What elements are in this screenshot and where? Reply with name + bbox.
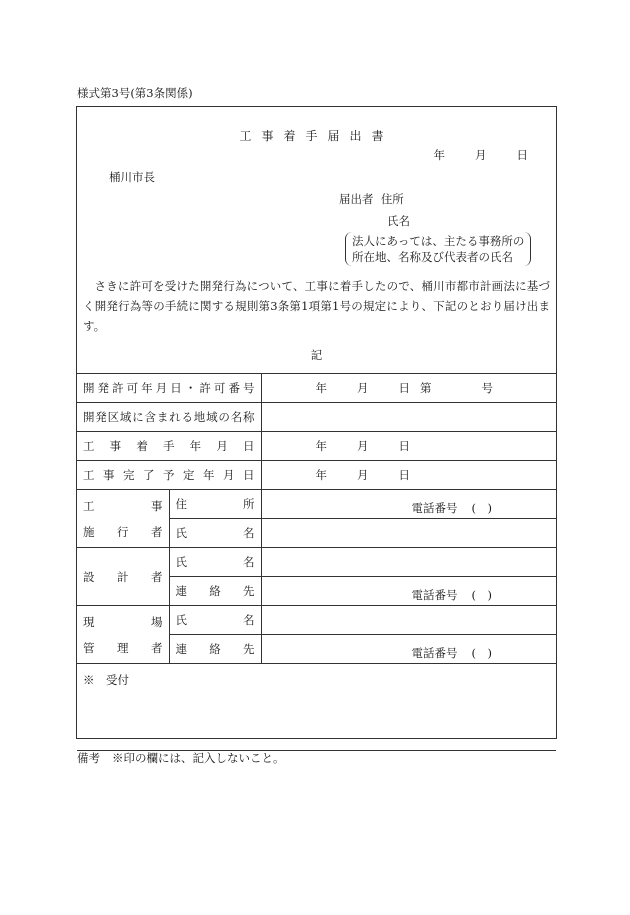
notifier-name[interactable]: 氏名 <box>387 214 410 228</box>
completion-date-value[interactable]: 年 月 日 <box>261 461 556 490</box>
table-row <box>77 403 556 432</box>
table-row <box>77 606 556 635</box>
constructor-address-label: 住所 <box>169 490 261 519</box>
ki-heading: 記 <box>310 348 323 362</box>
designer-label: 設 計 者 <box>77 548 169 606</box>
table-row <box>77 548 556 577</box>
reception-label: ※ 受付 <box>83 673 129 687</box>
addressee: 桶川市長 <box>109 170 155 184</box>
form-number: 様式第3号(第3条関係) <box>77 86 193 100</box>
corporation-note-line1: 法人にあっては、主たる事務所の <box>352 234 525 248</box>
permit-value[interactable]: 年 月 日 第 号 <box>261 374 556 403</box>
submission-date[interactable] <box>434 147 529 163</box>
designer-phone: 電話番号 ( ) <box>411 588 492 602</box>
details-table <box>77 373 556 751</box>
constructor-name-label: 氏名 <box>169 519 261 548</box>
remarks-label: 備考 <box>77 751 100 765</box>
site-manager-contact-label: 連絡先 <box>169 635 261 664</box>
corporation-note-line2: 所在地、名称及び代表者の氏名 <box>352 250 513 264</box>
notifier-address[interactable] <box>339 191 404 207</box>
table-row <box>77 432 556 461</box>
start-date-label: 工事着手年月日 <box>77 432 261 461</box>
constructor-address-value[interactable] <box>261 490 556 519</box>
table-row <box>77 461 556 490</box>
table-row <box>77 664 556 751</box>
remarks-text: ※印の欄には、記入しないこと。 <box>112 751 285 765</box>
table-row <box>77 374 556 403</box>
notifier-address-label: 住所 <box>380 192 404 206</box>
site-manager-phone: 電話番号 ( ) <box>411 646 492 660</box>
table-row <box>77 490 556 519</box>
constructor-phone: 電話番号 ( ) <box>411 501 492 515</box>
constructor-label: 工 事 施 行 者 <box>77 490 169 548</box>
designer-contact-label: 連絡先 <box>169 577 261 606</box>
site-manager-contact-value[interactable] <box>261 635 556 664</box>
designer-name-label: 氏名 <box>169 548 261 577</box>
corporation-note <box>345 232 531 266</box>
notifier-label: 届出者 <box>339 192 374 206</box>
permit-label: 開発許可年月日・許可番号 <box>77 374 261 403</box>
body-text: さきに許可を受けた開発行為について、工事に着手したので、桶川市都市計画法に基づく開発行為等の手続に関する規則第3条第1項第1号の規定により、下記のとおり届け出ます。 <box>83 279 550 333</box>
site-manager-name-label: 氏名 <box>169 606 261 635</box>
remarks <box>77 750 285 766</box>
completion-date-label: 工事完了予定年月日 <box>77 461 261 490</box>
area-value[interactable] <box>261 403 556 432</box>
site-manager-name-value[interactable] <box>261 606 556 635</box>
form-frame <box>76 106 557 739</box>
designer-contact-value[interactable] <box>261 577 556 606</box>
site-manager-label: 現 場 管 理 者 <box>77 606 169 664</box>
area-label: 開発区域に含まれる地域の名称 <box>77 403 261 432</box>
reception-box <box>77 664 556 751</box>
form-title: 工事着手届出書 <box>239 129 394 143</box>
date-day-label: 日 <box>516 148 528 162</box>
date-year-label: 年 <box>433 148 445 162</box>
designer-name-value[interactable] <box>261 548 556 577</box>
constructor-name-value[interactable] <box>261 519 556 548</box>
start-date-value[interactable]: 年 月 日 <box>261 432 556 461</box>
date-month-label: 月 <box>475 148 487 162</box>
